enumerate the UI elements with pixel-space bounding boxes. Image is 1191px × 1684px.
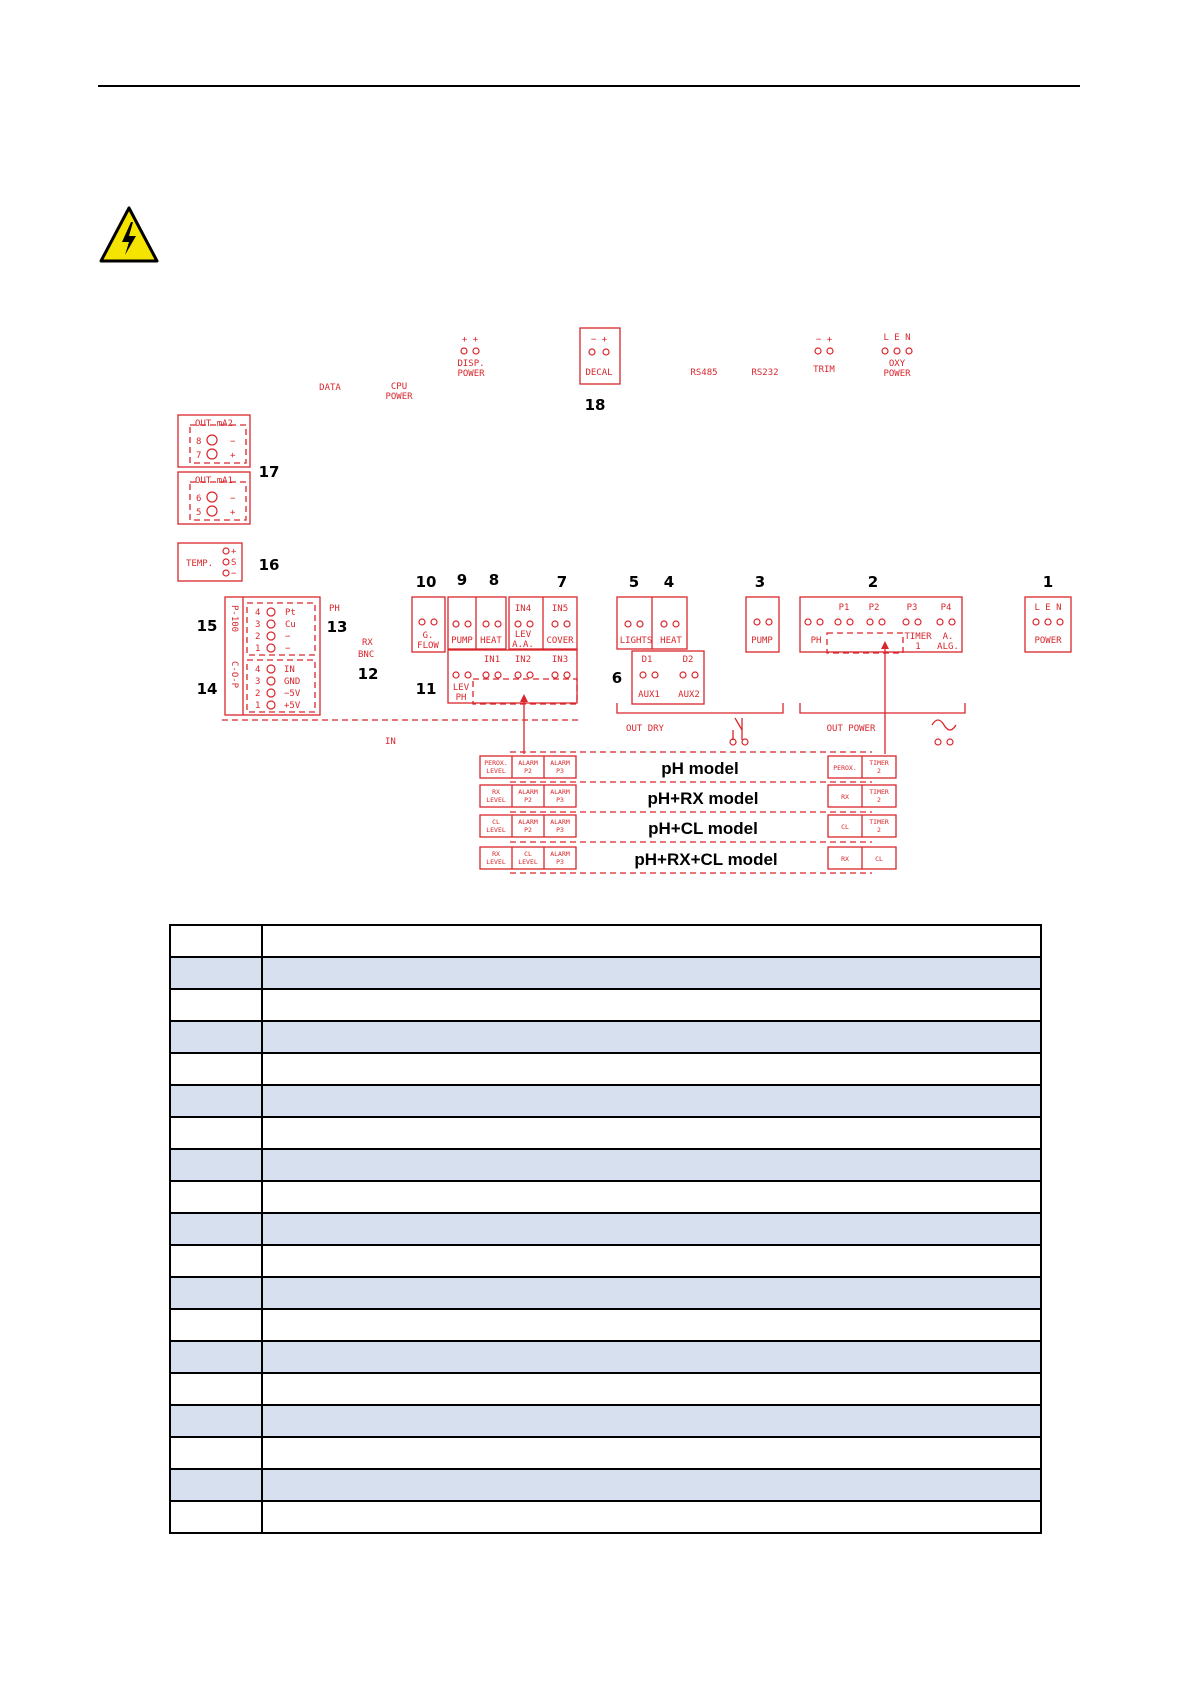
svg-text:TIMER: TIMER [869, 759, 889, 767]
svg-text:2: 2 [877, 767, 881, 775]
callout-7: 7 [556, 573, 568, 591]
row-number-cell [170, 1053, 262, 1085]
svg-text:8: 8 [196, 437, 202, 447]
row-number-cell [170, 1309, 262, 1341]
svg-text:COVER: COVER [546, 636, 574, 646]
svg-text:CL: CL [841, 823, 849, 831]
model-ph: pH model [661, 759, 739, 778]
svg-text:IN: IN [284, 665, 295, 675]
svg-text:+: + [231, 547, 237, 557]
row-description-cell [262, 1309, 1041, 1341]
callout-4: 4 [663, 573, 675, 591]
svg-text:ALARM: ALARM [550, 788, 570, 796]
svg-text:−5V: −5V [284, 689, 301, 699]
data-label: DATA [319, 383, 341, 393]
terminal-legend-table [169, 924, 1042, 1534]
svg-text:RX: RX [492, 850, 500, 858]
row-description-cell [262, 1405, 1041, 1437]
svg-text:ALG.: ALG. [937, 642, 959, 652]
svg-text:ALARM: ALARM [550, 818, 570, 826]
oxy-polarity: L E N [883, 333, 911, 343]
svg-text:P2: P2 [524, 826, 532, 834]
svg-text:1: 1 [915, 642, 921, 652]
svg-text:IN5: IN5 [551, 604, 569, 614]
row-description-cell [262, 989, 1041, 1021]
svg-text:LIGHTS: LIGHTS [619, 636, 653, 646]
svg-text:P3: P3 [556, 858, 564, 866]
svg-text:5: 5 [196, 508, 202, 518]
table-row [170, 1053, 1041, 1085]
model-ph-rx: pH+RX model [647, 789, 759, 808]
svg-text:L E N: L E N [1034, 603, 1062, 613]
row-description-cell [262, 1117, 1041, 1149]
callout-16: 16 [258, 556, 280, 574]
svg-text:ALARM: ALARM [518, 759, 538, 767]
svg-text:P3: P3 [556, 767, 564, 775]
row-description-cell [262, 1085, 1041, 1117]
svg-text:AUX2: AUX2 [678, 690, 700, 700]
svg-text:HEAT: HEAT [660, 636, 682, 646]
svg-text:P-100: P-100 [229, 605, 239, 633]
callout-10: 10 [415, 573, 437, 591]
svg-text:−: − [285, 632, 291, 642]
out-dry-label: OUT DRY [626, 724, 664, 734]
svg-text:−: − [230, 437, 236, 447]
disp-power-polarity: + + [461, 335, 479, 345]
rs232-label: RS232 [751, 368, 779, 378]
svg-text:PUMP: PUMP [451, 636, 473, 646]
callout-14: 14 [196, 680, 218, 698]
row-description-cell [262, 1469, 1041, 1501]
ph-label: PH [329, 604, 340, 614]
row-number-cell [170, 1405, 262, 1437]
row-description-cell [262, 1501, 1041, 1533]
row-description-cell [262, 957, 1041, 989]
row-number-cell [170, 1213, 262, 1245]
svg-text:TIMER: TIMER [869, 818, 889, 826]
callout-6: 6 [611, 669, 623, 687]
svg-text:P2: P2 [524, 796, 532, 804]
svg-text:2: 2 [877, 796, 881, 804]
row-number-cell [170, 1277, 262, 1309]
table-row [170, 1245, 1041, 1277]
svg-text:A.: A. [942, 632, 954, 642]
svg-text:RX: RX [492, 788, 500, 796]
svg-text:POWER: POWER [1034, 636, 1062, 646]
out-ma1-label: OUT mA1 [195, 476, 233, 486]
svg-text:4: 4 [255, 665, 261, 675]
svg-text:PEROX.: PEROX. [833, 764, 857, 772]
svg-text:2: 2 [877, 826, 881, 834]
svg-text:−: − [230, 494, 236, 504]
callout-13: 13 [326, 618, 348, 636]
rx-label: RX [362, 638, 373, 648]
callout-11: 11 [415, 680, 437, 698]
svg-text:7: 7 [196, 451, 202, 461]
out-ma2-label: OUT mA2 [195, 419, 233, 429]
trim-label: TRIM [813, 365, 835, 375]
row-description-cell [262, 1149, 1041, 1181]
svg-text:P2: P2 [868, 603, 880, 613]
svg-text:PH: PH [810, 636, 822, 646]
svg-text:P3: P3 [556, 796, 564, 804]
svg-text:POWER: POWER [385, 392, 413, 402]
svg-text:3: 3 [255, 677, 261, 687]
svg-text:ALARM: ALARM [550, 850, 570, 858]
svg-text:P3: P3 [556, 826, 564, 834]
svg-text:GND: GND [284, 677, 301, 687]
row-number-cell [170, 1085, 262, 1117]
svg-text:A.A.: A.A. [512, 640, 534, 650]
row-description-cell [262, 1181, 1041, 1213]
svg-text:LEVEL: LEVEL [486, 767, 506, 775]
table-row [170, 957, 1041, 989]
svg-text:CL: CL [875, 855, 883, 863]
table-row [170, 925, 1041, 957]
out-power-label: OUT POWER [826, 724, 876, 734]
svg-text:C-O-P: C-O-P [229, 661, 239, 689]
svg-text:TIMER: TIMER [904, 632, 932, 642]
table-row [170, 1213, 1041, 1245]
row-description-cell [262, 1437, 1041, 1469]
callout-1: 1 [1042, 573, 1054, 591]
svg-text:3: 3 [255, 620, 261, 630]
svg-text:OXY: OXY [888, 359, 906, 369]
svg-text:LEV: LEV [452, 683, 470, 693]
table-row [170, 1405, 1041, 1437]
trim-polarity: − + [815, 335, 833, 345]
row-number-cell [170, 1373, 262, 1405]
row-number-cell [170, 1501, 262, 1533]
svg-text:Pt: Pt [285, 608, 296, 618]
table-row [170, 989, 1041, 1021]
table-row [170, 1085, 1041, 1117]
callout-12: 12 [357, 665, 379, 683]
table-row [170, 1501, 1041, 1533]
row-description-cell [262, 1213, 1041, 1245]
svg-text:LEV: LEV [514, 630, 532, 640]
row-number-cell [170, 1245, 262, 1277]
svg-text:POWER: POWER [457, 369, 485, 379]
row-description-cell [262, 1373, 1041, 1405]
svg-text:2: 2 [255, 632, 261, 642]
svg-text:CPU: CPU [390, 382, 408, 392]
callout-8: 8 [488, 571, 500, 589]
row-number-cell [170, 1117, 262, 1149]
svg-text:PUMP: PUMP [751, 636, 773, 646]
callout-2: 2 [867, 573, 879, 591]
table-row [170, 1469, 1041, 1501]
svg-text:P4: P4 [940, 603, 952, 613]
row-number-cell [170, 925, 262, 957]
table-row [170, 1021, 1041, 1053]
temp-label: TEMP. [186, 559, 214, 569]
svg-text:LEVEL: LEVEL [486, 858, 506, 866]
svg-text:IN4: IN4 [514, 604, 532, 614]
table-row [170, 1437, 1041, 1469]
svg-text:2: 2 [255, 689, 261, 699]
rs485-label: RS485 [690, 368, 718, 378]
bnc-label: BNC [358, 650, 375, 660]
in-label: IN [385, 737, 396, 747]
model-ph-cl: pH+CL model [648, 819, 758, 838]
row-number-cell [170, 1181, 262, 1213]
svg-text:P3: P3 [906, 603, 918, 613]
row-description-cell [262, 1053, 1041, 1085]
svg-text:PEROX.: PEROX. [484, 759, 508, 767]
svg-text:AUX1: AUX1 [638, 690, 660, 700]
row-description-cell [262, 1245, 1041, 1277]
row-number-cell [170, 957, 262, 989]
svg-text:IN3: IN3 [551, 655, 569, 665]
row-number-cell [170, 1021, 262, 1053]
svg-text:LEVEL: LEVEL [486, 796, 506, 804]
callout-15: 15 [196, 617, 218, 635]
svg-text:4: 4 [255, 608, 261, 618]
row-number-cell [170, 989, 262, 1021]
svg-text:RX: RX [841, 793, 849, 801]
disp-power-label: DISP. [457, 359, 485, 369]
svg-text:ALARM: ALARM [518, 788, 538, 796]
svg-text:IN2: IN2 [514, 655, 532, 665]
table-row [170, 1309, 1041, 1341]
svg-text:PH: PH [455, 693, 467, 703]
svg-text:IN1: IN1 [483, 655, 501, 665]
decal-label: DECAL [585, 368, 613, 378]
callout-5: 5 [628, 573, 640, 591]
table-row [170, 1341, 1041, 1373]
model-ph-rx-cl: pH+RX+CL model [634, 850, 778, 869]
table-row [170, 1181, 1041, 1213]
row-number-cell [170, 1437, 262, 1469]
svg-text:FLOW: FLOW [417, 641, 439, 651]
callout-17: 17 [258, 463, 280, 481]
row-number-cell [170, 1149, 262, 1181]
table-row [170, 1117, 1041, 1149]
table-row [170, 1277, 1041, 1309]
callout-18: 18 [584, 396, 606, 414]
svg-text:Cu: Cu [285, 620, 296, 630]
svg-text:6: 6 [196, 494, 202, 504]
row-description-cell [262, 1277, 1041, 1309]
svg-text:−: − [231, 569, 237, 579]
table-row [170, 1149, 1041, 1181]
svg-text:P2: P2 [524, 767, 532, 775]
svg-text:D1: D1 [641, 655, 653, 665]
callout-9: 9 [456, 571, 468, 589]
svg-text:1: 1 [255, 701, 261, 711]
svg-text:LEVEL: LEVEL [518, 858, 538, 866]
decal-polarity: − + [590, 335, 608, 345]
svg-text:POWER: POWER [883, 369, 911, 379]
svg-text:D2: D2 [682, 655, 694, 665]
svg-text:+: + [230, 508, 236, 518]
row-description-cell [262, 1021, 1041, 1053]
row-number-cell [170, 1469, 262, 1501]
svg-text:TIMER: TIMER [869, 788, 889, 796]
table-row [170, 1373, 1041, 1405]
svg-text:ALARM: ALARM [518, 818, 538, 826]
row-description-cell [262, 1341, 1041, 1373]
svg-text:+: + [230, 451, 236, 461]
svg-text:1: 1 [255, 644, 261, 654]
svg-text:+5V: +5V [284, 701, 301, 711]
svg-text:HEAT: HEAT [480, 636, 502, 646]
svg-text:CL: CL [524, 850, 532, 858]
svg-text:S: S [231, 558, 237, 568]
svg-text:ALARM: ALARM [550, 759, 570, 767]
row-description-cell [262, 925, 1041, 957]
callout-3: 3 [754, 573, 766, 591]
svg-text:P1: P1 [838, 603, 850, 613]
svg-text:CL: CL [492, 818, 500, 826]
svg-text:−: − [285, 644, 291, 654]
svg-text:G.: G. [422, 631, 434, 641]
row-number-cell [170, 1341, 262, 1373]
svg-text:LEVEL: LEVEL [486, 826, 506, 834]
svg-text:RX: RX [841, 855, 849, 863]
